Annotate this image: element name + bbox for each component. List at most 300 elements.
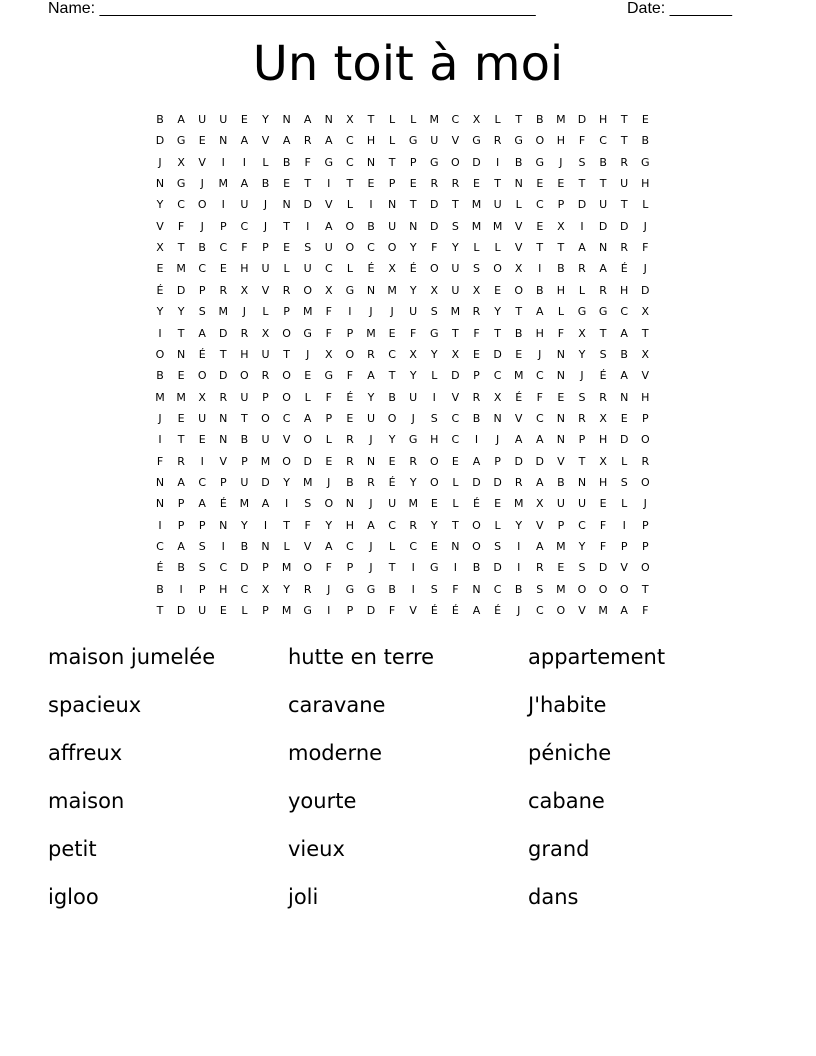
- grid-letter[interactable]: T: [620, 198, 628, 212]
- grid-letter[interactable]: J: [200, 177, 204, 191]
- grid-letter[interactable]: É: [494, 604, 502, 618]
- grid-letter[interactable]: J: [158, 411, 162, 425]
- grid-letter[interactable]: B: [641, 134, 650, 148]
- grid-letter[interactable]: M: [302, 475, 313, 489]
- grid-letter[interactable]: G: [324, 155, 334, 169]
- grid-letter[interactable]: H: [598, 475, 608, 489]
- grid-letter[interactable]: U: [240, 198, 249, 212]
- grid-letter[interactable]: R: [620, 155, 629, 169]
- grid-letter[interactable]: R: [219, 283, 228, 297]
- grid-letter[interactable]: P: [494, 454, 501, 468]
- grid-letter[interactable]: C: [451, 433, 460, 447]
- grid-letter[interactable]: J: [495, 433, 500, 447]
- grid-letter[interactable]: F: [452, 582, 459, 596]
- grid-letter[interactable]: F: [346, 369, 354, 383]
- grid-letter[interactable]: I: [179, 582, 183, 596]
- grid-letter[interactable]: U: [261, 433, 270, 447]
- grid-letter[interactable]: D: [430, 198, 439, 212]
- grid-letter[interactable]: F: [557, 326, 565, 340]
- grid-letter[interactable]: U: [261, 262, 270, 276]
- grid-letter[interactable]: V: [557, 454, 565, 468]
- grid-letter[interactable]: L: [389, 540, 396, 553]
- grid-letter[interactable]: E: [430, 497, 438, 511]
- grid-letter[interactable]: E: [283, 177, 291, 191]
- grid-letter[interactable]: X: [599, 454, 607, 468]
- grid-letter[interactable]: U: [409, 305, 418, 319]
- grid-letter[interactable]: B: [388, 390, 396, 404]
- grid-letter[interactable]: S: [451, 219, 459, 233]
- grid-letter[interactable]: T: [367, 113, 375, 126]
- grid-letter[interactable]: N: [219, 518, 228, 532]
- grid-letter[interactable]: I: [411, 582, 415, 596]
- grid-letter[interactable]: N: [409, 219, 418, 233]
- grid-letter[interactable]: L: [642, 198, 649, 212]
- grid-letter[interactable]: A: [282, 134, 291, 148]
- grid-letter[interactable]: C: [367, 241, 375, 255]
- grid-letter[interactable]: X: [325, 347, 333, 361]
- grid-letter[interactable]: O: [197, 198, 207, 212]
- grid-letter[interactable]: D: [598, 561, 608, 575]
- grid-letter[interactable]: A: [620, 604, 628, 618]
- grid-letter[interactable]: C: [535, 604, 544, 618]
- grid-letter[interactable]: U: [324, 241, 333, 255]
- grid-letter[interactable]: T: [641, 326, 649, 340]
- grid-letter[interactable]: D: [303, 198, 312, 212]
- grid-letter[interactable]: J: [369, 433, 373, 447]
- grid-letter[interactable]: T: [346, 177, 354, 191]
- grid-letter[interactable]: X: [198, 390, 206, 404]
- grid-letter[interactable]: D: [451, 369, 460, 383]
- grid-letter[interactable]: O: [598, 582, 608, 596]
- grid-letter[interactable]: L: [494, 241, 501, 255]
- grid-letter[interactable]: X: [493, 390, 502, 404]
- grid-letter[interactable]: I: [495, 155, 500, 169]
- grid-letter[interactable]: M: [281, 561, 292, 575]
- grid-letter[interactable]: P: [177, 497, 185, 511]
- grid-letter[interactable]: D: [219, 326, 228, 340]
- grid-letter[interactable]: O: [303, 561, 313, 575]
- grid-letter[interactable]: A: [514, 433, 523, 447]
- grid-letter[interactable]: X: [472, 113, 481, 126]
- grid-letter[interactable]: P: [578, 433, 586, 447]
- grid-letter[interactable]: S: [430, 582, 438, 596]
- grid-letter[interactable]: Y: [409, 369, 417, 383]
- grid-letter[interactable]: C: [198, 262, 207, 276]
- grid-letter[interactable]: P: [198, 518, 206, 532]
- grid-letter[interactable]: O: [282, 454, 291, 468]
- grid-letter[interactable]: A: [240, 177, 249, 191]
- grid-letter[interactable]: T: [515, 113, 523, 126]
- grid-letter[interactable]: S: [430, 411, 438, 425]
- grid-letter[interactable]: G: [430, 326, 439, 340]
- grid-letter[interactable]: É: [198, 347, 206, 361]
- grid-letter[interactable]: N: [472, 582, 481, 596]
- grid-letter[interactable]: B: [514, 155, 523, 169]
- grid-letter[interactable]: M: [556, 582, 566, 596]
- grid-letter[interactable]: É: [473, 497, 480, 511]
- grid-letter[interactable]: U: [261, 347, 270, 361]
- grid-letter[interactable]: D: [619, 219, 629, 233]
- grid-letter[interactable]: L: [346, 262, 353, 276]
- grid-letter[interactable]: E: [219, 262, 227, 276]
- grid-letter[interactable]: E: [557, 390, 565, 404]
- grid-letter[interactable]: E: [388, 326, 396, 340]
- grid-letter[interactable]: J: [559, 155, 563, 169]
- grid-letter[interactable]: Y: [325, 518, 333, 532]
- grid-letter[interactable]: C: [177, 198, 185, 212]
- grid-letter[interactable]: G: [598, 305, 608, 319]
- grid-letter[interactable]: F: [177, 219, 185, 233]
- grid-letter[interactable]: L: [578, 283, 586, 297]
- grid-letter[interactable]: Y: [177, 305, 185, 319]
- grid-letter[interactable]: U: [198, 411, 207, 425]
- grid-letter[interactable]: P: [557, 518, 565, 532]
- grid-letter[interactable]: T: [388, 369, 396, 383]
- grid-letter[interactable]: P: [198, 582, 206, 596]
- grid-letter[interactable]: C: [240, 219, 249, 233]
- grid-letter[interactable]: J: [643, 262, 647, 276]
- grid-letter[interactable]: O: [640, 561, 650, 575]
- grid-letter[interactable]: N: [556, 369, 565, 383]
- grid-letter[interactable]: I: [453, 561, 458, 575]
- grid-letter[interactable]: A: [177, 475, 185, 489]
- grid-letter[interactable]: U: [451, 283, 460, 297]
- grid-letter[interactable]: V: [261, 283, 270, 297]
- grid-letter[interactable]: R: [599, 283, 607, 297]
- grid-letter[interactable]: S: [473, 262, 480, 276]
- grid-letter[interactable]: J: [580, 369, 584, 383]
- grid-letter[interactable]: L: [452, 475, 459, 489]
- grid-letter[interactable]: X: [261, 326, 270, 340]
- grid-letter[interactable]: A: [177, 113, 185, 126]
- grid-letter[interactable]: É: [620, 262, 628, 276]
- grid-letter[interactable]: N: [219, 411, 228, 425]
- grid-letter[interactable]: H: [598, 113, 608, 126]
- grid-letter[interactable]: O: [345, 241, 355, 255]
- grid-letter[interactable]: B: [536, 113, 544, 126]
- grid-letter[interactable]: B: [514, 582, 523, 596]
- date-field[interactable]: Date: _______: [627, 0, 732, 17]
- grid-letter[interactable]: D: [176, 283, 186, 297]
- grid-letter[interactable]: N: [366, 454, 376, 468]
- grid-letter[interactable]: I: [200, 454, 204, 468]
- grid-letter[interactable]: A: [198, 326, 206, 340]
- grid-letter[interactable]: B: [367, 219, 375, 233]
- grid-letter[interactable]: M: [366, 326, 376, 340]
- grid-letter[interactable]: T: [177, 241, 185, 255]
- grid-letter[interactable]: X: [557, 219, 565, 233]
- grid-letter[interactable]: X: [177, 155, 185, 169]
- grid-letter[interactable]: P: [283, 305, 290, 319]
- grid-letter[interactable]: N: [556, 347, 565, 361]
- grid-letter[interactable]: D: [240, 561, 249, 575]
- grid-letter[interactable]: Y: [283, 475, 290, 489]
- grid-letter[interactable]: X: [472, 283, 481, 297]
- grid-letter[interactable]: D: [535, 454, 545, 468]
- grid-letter[interactable]: F: [388, 604, 396, 618]
- grid-letter[interactable]: I: [327, 177, 331, 191]
- grid-letter[interactable]: P: [325, 411, 333, 425]
- grid-letter[interactable]: A: [325, 134, 333, 148]
- grid-letter[interactable]: G: [535, 155, 545, 169]
- grid-letter[interactable]: I: [242, 155, 247, 169]
- grid-letter[interactable]: H: [240, 347, 249, 361]
- grid-letter[interactable]: M: [176, 390, 186, 404]
- grid-letter[interactable]: I: [432, 390, 436, 404]
- grid-letter[interactable]: U: [556, 497, 565, 511]
- grid-letter[interactable]: N: [155, 177, 165, 191]
- grid-letter[interactable]: M: [513, 369, 524, 383]
- grid-letter[interactable]: L: [621, 454, 628, 468]
- grid-letter[interactable]: X: [641, 305, 650, 319]
- grid-letter[interactable]: C: [451, 411, 460, 425]
- grid-letter[interactable]: O: [282, 390, 291, 404]
- grid-letter[interactable]: X: [578, 326, 586, 340]
- grid-letter[interactable]: M: [155, 390, 165, 404]
- grid-letter[interactable]: U: [240, 390, 249, 404]
- grid-letter[interactable]: M: [450, 305, 461, 319]
- grid-letter[interactable]: O: [303, 433, 313, 447]
- grid-letter[interactable]: T: [452, 518, 459, 532]
- grid-letter[interactable]: A: [536, 475, 544, 489]
- grid-letter[interactable]: H: [535, 326, 544, 340]
- grid-letter[interactable]: T: [578, 454, 586, 468]
- grid-letter[interactable]: C: [535, 369, 544, 383]
- grid-letter[interactable]: É: [388, 475, 396, 489]
- grid-letter[interactable]: É: [156, 561, 164, 575]
- grid-letter[interactable]: G: [577, 305, 587, 319]
- grid-letter[interactable]: L: [410, 113, 417, 126]
- grid-letter[interactable]: R: [599, 390, 607, 404]
- grid-letter[interactable]: R: [240, 326, 249, 340]
- grid-letter[interactable]: G: [641, 155, 650, 169]
- grid-letter[interactable]: P: [177, 518, 185, 532]
- grid-letter[interactable]: N: [556, 411, 565, 425]
- grid-letter[interactable]: D: [303, 454, 312, 468]
- grid-letter[interactable]: P: [219, 219, 227, 233]
- grid-letter[interactable]: C: [388, 347, 396, 361]
- grid-letter[interactable]: Y: [283, 582, 290, 596]
- grid-letter[interactable]: P: [346, 326, 354, 340]
- grid-letter[interactable]: G: [176, 134, 186, 148]
- grid-letter[interactable]: P: [409, 155, 417, 169]
- grid-letter[interactable]: B: [261, 177, 270, 191]
- grid-letter[interactable]: J: [538, 347, 542, 361]
- grid-letter[interactable]: D: [641, 283, 650, 297]
- grid-letter[interactable]: X: [325, 283, 333, 297]
- grid-letter[interactable]: X: [156, 241, 164, 255]
- grid-letter[interactable]: G: [472, 134, 481, 148]
- grid-letter[interactable]: R: [409, 518, 418, 532]
- grid-letter[interactable]: M: [302, 305, 313, 319]
- grid-letter[interactable]: M: [492, 219, 503, 233]
- grid-letter[interactable]: L: [452, 497, 459, 511]
- grid-letter[interactable]: E: [304, 369, 312, 383]
- grid-letter[interactable]: O: [640, 475, 650, 489]
- grid-letter[interactable]: O: [493, 262, 502, 276]
- grid-letter[interactable]: A: [536, 305, 544, 319]
- grid-letter[interactable]: O: [282, 369, 291, 383]
- grid-letter[interactable]: T: [409, 198, 417, 212]
- grid-letter[interactable]: J: [327, 475, 331, 489]
- grid-letter[interactable]: L: [473, 241, 480, 255]
- grid-letter[interactable]: B: [240, 433, 249, 447]
- grid-letter[interactable]: A: [325, 219, 333, 233]
- grid-letter[interactable]: J: [411, 411, 415, 425]
- grid-letter[interactable]: F: [325, 326, 332, 340]
- grid-letter[interactable]: T: [515, 305, 523, 319]
- grid-letter[interactable]: C: [282, 411, 291, 425]
- grid-letter[interactable]: R: [177, 454, 185, 468]
- grid-letter[interactable]: R: [261, 369, 270, 383]
- grid-letter[interactable]: J: [158, 155, 162, 169]
- grid-letter[interactable]: E: [536, 219, 544, 233]
- grid-letter[interactable]: G: [408, 433, 418, 447]
- grid-letter[interactable]: B: [177, 561, 185, 575]
- grid-letter[interactable]: É: [156, 283, 164, 297]
- grid-letter[interactable]: C: [346, 540, 354, 553]
- grid-letter[interactable]: V: [156, 219, 164, 233]
- grid-letter[interactable]: A: [620, 326, 628, 340]
- grid-letter[interactable]: F: [241, 241, 248, 255]
- grid-letter[interactable]: É: [599, 369, 607, 383]
- grid-letter[interactable]: F: [410, 326, 417, 340]
- grid-letter[interactable]: G: [430, 155, 439, 169]
- grid-letter[interactable]: O: [640, 433, 650, 447]
- grid-letter[interactable]: A: [240, 134, 249, 148]
- grid-letter[interactable]: S: [430, 305, 438, 319]
- grid-letter[interactable]: X: [599, 411, 607, 425]
- grid-letter[interactable]: T: [177, 433, 185, 447]
- grid-letter[interactable]: F: [578, 134, 586, 148]
- grid-letter[interactable]: D: [514, 454, 523, 468]
- grid-letter[interactable]: R: [535, 561, 544, 575]
- grid-letter[interactable]: H: [556, 134, 566, 148]
- grid-letter[interactable]: T: [283, 518, 290, 532]
- grid-letter[interactable]: E: [599, 497, 607, 511]
- grid-letter[interactable]: O: [451, 155, 460, 169]
- grid-letter[interactable]: I: [411, 561, 415, 575]
- grid-letter[interactable]: X: [514, 262, 523, 276]
- grid-letter[interactable]: D: [493, 347, 502, 361]
- grid-letter[interactable]: N: [155, 475, 165, 489]
- grid-letter[interactable]: M: [239, 497, 250, 511]
- grid-letter[interactable]: H: [598, 433, 608, 447]
- grid-letter[interactable]: V: [325, 198, 333, 212]
- grid-letter[interactable]: C: [493, 369, 502, 383]
- grid-letter[interactable]: R: [641, 454, 650, 468]
- grid-letter[interactable]: O: [240, 369, 249, 383]
- grid-letter[interactable]: B: [599, 155, 607, 169]
- grid-letter[interactable]: V: [536, 518, 544, 532]
- grid-letter[interactable]: F: [431, 241, 438, 255]
- grid-letter[interactable]: T: [620, 134, 628, 148]
- grid-letter[interactable]: X: [409, 347, 417, 361]
- grid-letter[interactable]: U: [577, 497, 587, 511]
- grid-letter[interactable]: M: [408, 497, 418, 511]
- grid-letter[interactable]: X: [641, 347, 650, 361]
- grid-letter[interactable]: É: [346, 390, 354, 404]
- grid-letter[interactable]: S: [599, 347, 607, 361]
- grid-letter[interactable]: M: [281, 604, 292, 618]
- grid-letter[interactable]: F: [325, 305, 332, 319]
- grid-letter[interactable]: H: [345, 518, 355, 532]
- grid-letter[interactable]: J: [200, 219, 204, 233]
- grid-letter[interactable]: U: [599, 198, 608, 212]
- grid-letter[interactable]: A: [536, 433, 544, 447]
- grid-letter[interactable]: U: [198, 113, 207, 126]
- grid-letter[interactable]: C: [493, 582, 502, 596]
- grid-letter[interactable]: B: [472, 411, 481, 425]
- grid-letter[interactable]: O: [577, 582, 587, 596]
- grid-letter[interactable]: T: [304, 177, 312, 191]
- grid-letter[interactable]: T: [620, 113, 628, 126]
- grid-letter[interactable]: F: [473, 326, 480, 340]
- grid-letter[interactable]: S: [494, 540, 502, 553]
- grid-letter[interactable]: É: [219, 497, 227, 511]
- grid-letter[interactable]: L: [262, 155, 269, 169]
- grid-letter[interactable]: E: [430, 540, 438, 553]
- grid-letter[interactable]: O: [324, 497, 334, 511]
- grid-letter[interactable]: A: [325, 540, 333, 553]
- grid-letter[interactable]: D: [261, 475, 270, 489]
- grid-letter[interactable]: B: [557, 475, 565, 489]
- grid-letter[interactable]: S: [304, 497, 312, 511]
- grid-letter[interactable]: F: [536, 390, 543, 404]
- grid-letter[interactable]: U: [388, 497, 397, 511]
- grid-letter[interactable]: O: [282, 326, 291, 340]
- grid-letter[interactable]: L: [494, 113, 501, 126]
- grid-letter[interactable]: I: [327, 604, 331, 618]
- grid-letter[interactable]: Y: [241, 518, 248, 532]
- grid-letter[interactable]: G: [514, 134, 523, 148]
- grid-letter[interactable]: E: [198, 433, 206, 447]
- grid-letter[interactable]: C: [535, 198, 544, 212]
- grid-letter[interactable]: P: [641, 518, 649, 532]
- grid-letter[interactable]: P: [262, 561, 269, 575]
- grid-letter[interactable]: F: [642, 604, 649, 618]
- grid-letter[interactable]: R: [367, 475, 375, 489]
- name-field[interactable]: Name: _________________________________________________: [48, 0, 536, 17]
- grid-letter[interactable]: X: [388, 262, 396, 276]
- grid-letter[interactable]: H: [219, 582, 228, 596]
- grid-letter[interactable]: D: [577, 198, 587, 212]
- grid-letter[interactable]: Y: [409, 241, 417, 255]
- grid-letter[interactable]: E: [536, 177, 544, 191]
- grid-letter[interactable]: O: [429, 262, 439, 276]
- grid-letter[interactable]: N: [324, 113, 333, 126]
- grid-letter[interactable]: E: [620, 411, 628, 425]
- grid-letter[interactable]: Y: [388, 433, 396, 447]
- grid-letter[interactable]: L: [621, 497, 628, 511]
- grid-letter[interactable]: Y: [367, 390, 375, 404]
- grid-letter[interactable]: H: [641, 177, 650, 191]
- grid-letter[interactable]: N: [577, 475, 587, 489]
- grid-letter[interactable]: M: [218, 305, 229, 319]
- grid-letter[interactable]: J: [263, 219, 268, 233]
- grid-letter[interactable]: T: [452, 198, 459, 212]
- grid-letter[interactable]: C: [198, 475, 207, 489]
- grid-letter[interactable]: V: [261, 134, 270, 148]
- grid-letter[interactable]: N: [387, 198, 397, 212]
- grid-letter[interactable]: M: [471, 219, 482, 233]
- grid-letter[interactable]: C: [451, 113, 460, 126]
- grid-letter[interactable]: X: [240, 283, 249, 297]
- grid-letter[interactable]: C: [599, 134, 607, 148]
- grid-letter[interactable]: H: [620, 283, 629, 297]
- grid-letter[interactable]: C: [346, 134, 354, 148]
- grid-letter[interactable]: P: [346, 604, 354, 618]
